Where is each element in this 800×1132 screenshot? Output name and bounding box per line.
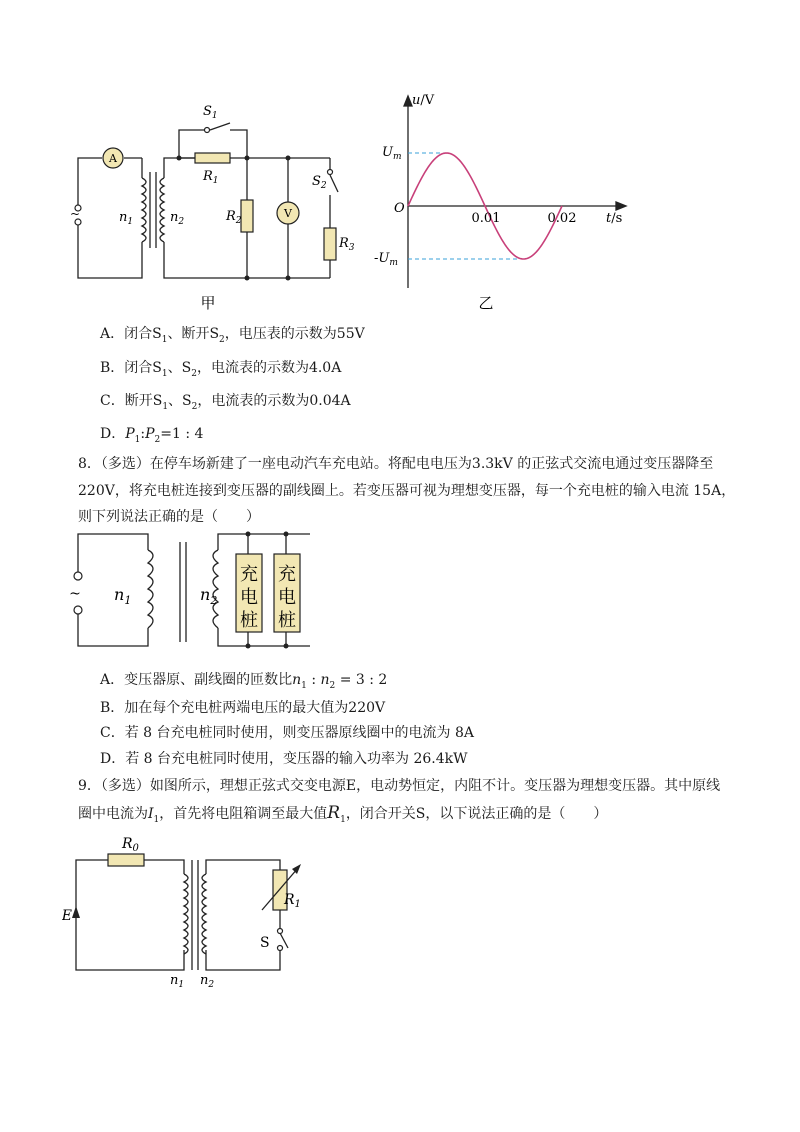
pile1-char2: 电 <box>240 587 258 608</box>
caption-yi: 乙 <box>478 294 494 312</box>
q9-e-label: E <box>62 908 72 924</box>
x-axis-label: t/s <box>606 211 623 226</box>
voltage-graph-yi <box>370 90 640 320</box>
tick-0-02: 0.02 <box>547 211 577 226</box>
q8-stem-line1: 8．（多选）在停车场新建了一座电动汽车充电站。将配电电压为3.3kV 的正弦式交流电通过变压器降至 <box>78 456 714 472</box>
q7-option-b[interactable]: B．闭合$S_1$、$S_2$，电流表的示数为4.0A <box>100 360 342 379</box>
q8-source-label: ~ <box>69 586 81 602</box>
q8-transformer-figure <box>62 528 322 658</box>
q7-option-d[interactable]: D．$P_1:P_2=1$ : 4 <box>100 426 204 445</box>
pile2-char1: 充 <box>278 564 296 585</box>
resistor-r3 <box>324 228 336 260</box>
voltmeter-label: V <box>284 207 292 220</box>
q8-stem-line3: 则下列说法正确的是（ ） <box>78 509 260 525</box>
resistor-r2 <box>241 200 253 232</box>
q9-n1-label: $n_1$ <box>170 973 185 990</box>
q7-option-a[interactable]: A．闭合$S_1$、断开$S_2$，电压表的示数为55V <box>100 326 365 345</box>
q8-stem-line2: 220V，将充电桩连接到变压器的副线圈上。若变压器可视为理想变压器，每一个充电桩的输入电流 15A， <box>78 483 736 499</box>
q9-r1-label: $R_1$ <box>284 892 301 910</box>
q7-option-c[interactable]: C．断开$S_1$、$S_2$，电流表的示数为0.04A <box>100 393 351 412</box>
source-label: ~ <box>69 207 81 221</box>
q9-circuit-figure <box>62 832 322 992</box>
q8-n2-label: $n_2$ <box>200 585 218 607</box>
q9-s-label: S <box>260 935 270 951</box>
neg-um-label: $-U_m$ <box>374 251 398 268</box>
circuit-figure-jia <box>60 90 380 320</box>
caption-jia: 甲 <box>200 294 216 312</box>
emf-arrow-icon <box>72 906 80 918</box>
r1-label: $R_1$ <box>203 169 219 186</box>
s1-label: $S_1$ <box>203 104 218 121</box>
n2-label: $n_2$ <box>170 210 185 227</box>
resistor-r1 <box>195 153 230 163</box>
q8-n1-label: $n_1$ <box>114 585 132 607</box>
q8-option-d[interactable]: D．若 8 台充电桩同时使用，变压器的输入功率为 26.4kW <box>100 751 468 767</box>
pile2-char3: 桩 <box>278 610 296 631</box>
q8-option-b[interactable]: B．加在每个充电桩两端电压的最大值为220V <box>100 700 386 716</box>
q9-stem-line2: 圈中电流为$I_1$，首先将电阻箱调至最大值$R_1$，闭合开关S，以下说法正确的是（ ） <box>78 803 608 825</box>
q9-n2-label: $n_2$ <box>200 973 215 990</box>
pile1-char3: 桩 <box>240 610 258 631</box>
s2-label: $S_2$ <box>312 174 327 191</box>
ammeter-label: A <box>109 152 117 165</box>
pile2-char2: 电 <box>278 587 296 608</box>
n1-label: $n_1$ <box>119 210 134 227</box>
r3-label: $R_3$ <box>339 236 355 253</box>
q8-option-a[interactable]: A．变压器原、副线圈的匝数比$n_1$ : $n_2 = 3$ : 2 <box>100 672 388 691</box>
q8-option-c[interactable]: C．若 8 台充电桩同时使用，则变压器原线圈中的电流为 8A <box>100 725 474 741</box>
origin-label: O <box>394 201 405 216</box>
y-axis-label: u/V <box>412 93 435 108</box>
q9-stem-line1: 9．（多选）如图所示，理想正弦式交变电源E，电动势恒定，内阻不计。变压器为理想变压器。其中原线 <box>78 778 721 794</box>
tick-0-01: 0.01 <box>471 211 501 226</box>
um-label: $U_m$ <box>382 145 402 162</box>
pile1-char1: 充 <box>240 564 258 585</box>
q9-r0-label: $R_0$ <box>122 836 139 854</box>
resistor-r0 <box>108 854 144 866</box>
r2-label: $R_2$ <box>226 209 242 226</box>
